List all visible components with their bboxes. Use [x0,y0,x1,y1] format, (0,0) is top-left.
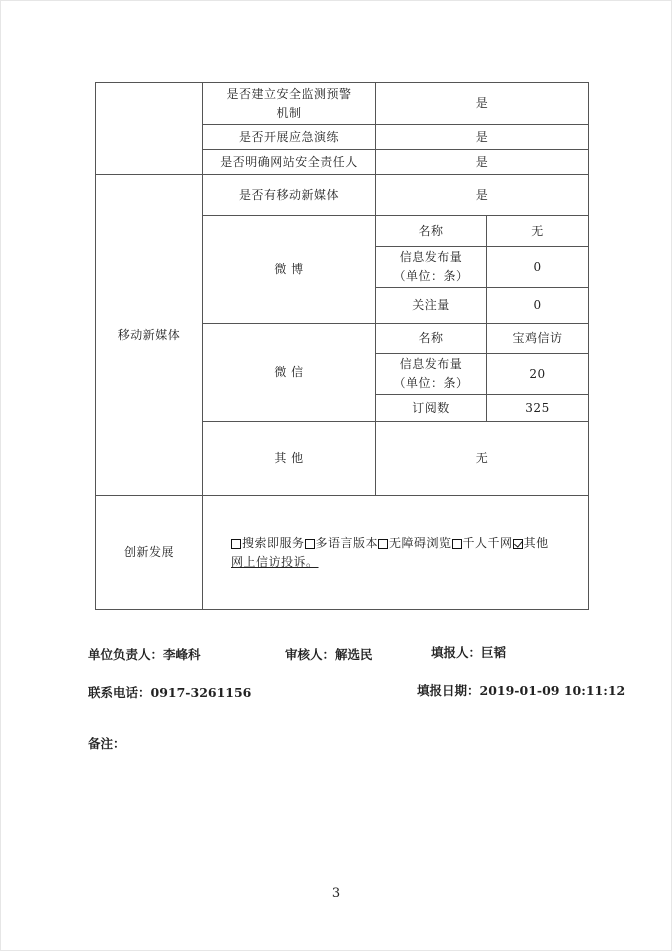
emergency-drill-value: 是 [376,125,589,150]
other-media-value: 无 [376,422,589,496]
security-officer-value: 是 [376,150,589,175]
weibo-count-label: 信息发布量 （单位：条） [376,247,487,288]
weixin-count-value: 20 [487,354,589,395]
weixin-sub-label: 订阅数 [376,395,487,422]
weixin-count-label: 信息发布量 （单位：条） [376,354,487,395]
checkbox-icon[interactable] [231,539,241,549]
contact-phone: 联系电话：0917-3261156 [88,685,252,700]
filler: 填报人：巨韬 [431,645,507,660]
checkbox-icon[interactable] [378,539,388,549]
has-mobile-media-label: 是否有移动新媒体 [203,175,376,216]
innovation-label: 创新发展 [96,496,203,610]
reviewer: 审核人：解选民 [285,647,373,662]
option-accessible: 无障碍浏览 [378,536,452,550]
has-mobile-media-value: 是 [376,175,589,216]
option-search-service: 搜索即服务 [231,536,305,550]
weixin-name-value: 宝鸡信访 [487,324,589,354]
weixin-name-label: 名称 [376,324,487,354]
weibo-name-value: 无 [487,216,589,247]
checkbox-icon[interactable] [452,539,462,549]
weibo-label: 微 博 [203,216,376,324]
monitoring-warning-label: 是否建立安全监测预警 机制 [203,83,376,125]
option-personalized: 千人千网 [452,536,513,550]
weibo-count-value: 0 [487,247,589,288]
checkbox-icon[interactable] [305,539,315,549]
security-officer-label: 是否明确网站安全责任人 [203,150,376,175]
security-section-cell [96,83,203,175]
report-table [95,82,589,610]
checked-checkbox-icon[interactable] [513,539,523,549]
weixin-label: 微 信 [203,324,376,422]
fill-date: 填报日期：2019-01-09 10:11:12 [417,683,626,698]
emergency-drill-label: 是否开展应急演练 [203,125,376,150]
responsible-person: 单位负责人：李峰科 [88,647,201,662]
weibo-follow-label: 关注量 [376,288,487,324]
weibo-follow-value: 0 [487,288,589,324]
page-number: 3 [331,886,341,901]
innovation-options [203,496,589,610]
other-media-label: 其 他 [203,422,376,496]
innovation-other-detail: 网上信访投诉。 [231,554,319,569]
remark: 备注： [88,736,126,751]
option-multilingual: 多语言版本 [305,536,379,550]
weixin-sub-value: 325 [487,395,589,422]
weibo-name-label: 名称 [376,216,487,247]
option-other: 其他 [513,536,549,550]
mobile-media-section-label: 移动新媒体 [96,175,203,496]
monitoring-warning-value: 是 [376,83,589,125]
